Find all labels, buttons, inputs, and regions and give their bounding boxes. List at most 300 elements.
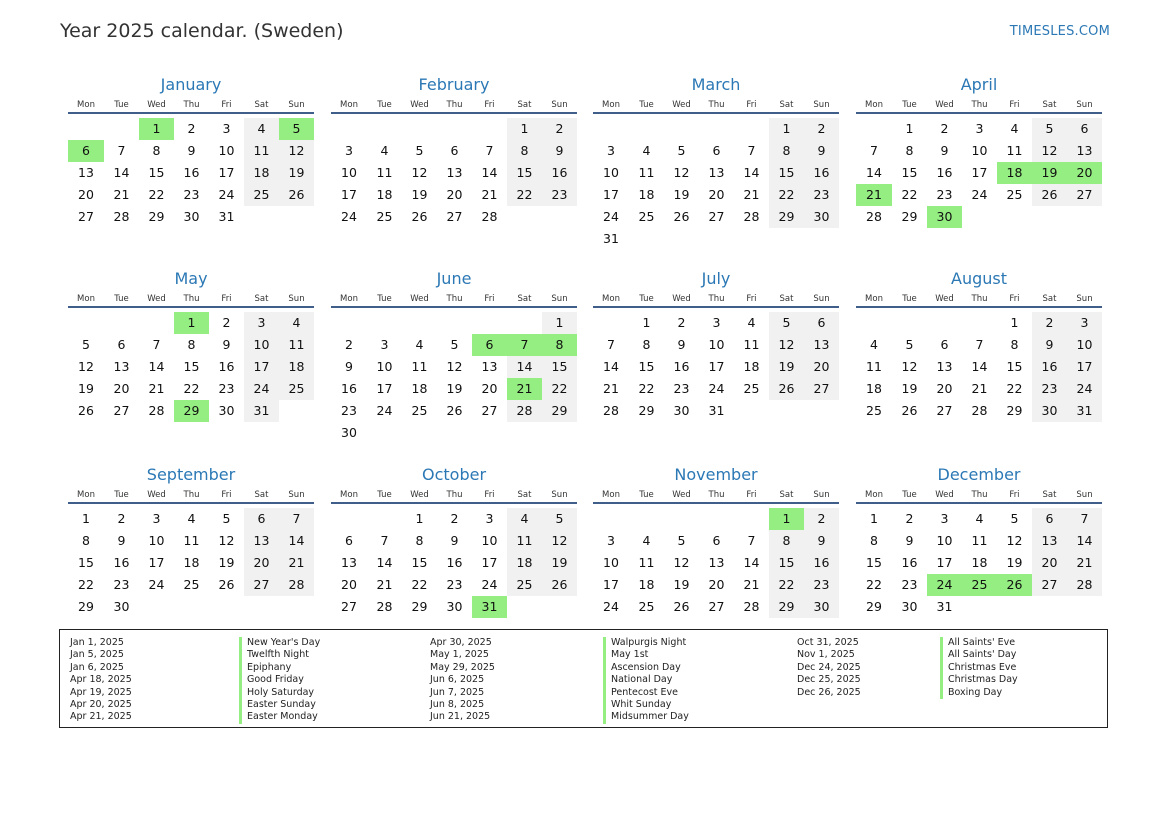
holiday-day-cell: 31 [472, 596, 507, 618]
weekend-day-cell: 26 [542, 574, 577, 596]
day-cell: 22 [901, 187, 918, 202]
weekday-label: Wed [672, 490, 691, 500]
day-cell: 6 [712, 143, 721, 158]
legend-holiday-name: Ascension Day [603, 662, 689, 674]
weekday-label: Thu [183, 490, 200, 500]
legend-date: May 29, 2025 [430, 661, 495, 673]
day-cell: 28 [971, 403, 988, 418]
day-cell: 4 [975, 511, 984, 526]
week-row [331, 162, 577, 184]
day-cell: 5 [415, 143, 424, 158]
day-cell: 29 [638, 403, 655, 418]
empty-cell [734, 228, 769, 250]
day-cell: 12 [218, 533, 235, 548]
weekend-day-cell: 12 [279, 140, 314, 162]
weekend-day-cell: 14 [1067, 530, 1102, 552]
day-cell: 19 [673, 577, 690, 592]
weekday-label: Sat [517, 294, 532, 304]
day-cell: 8 [415, 533, 424, 548]
legend-date: Jun 21, 2025 [430, 711, 491, 723]
day-cell: 22 [148, 187, 165, 202]
holiday-day-cell: 18 [997, 162, 1032, 184]
day-cell: 11 [1006, 143, 1023, 158]
weekend-day-cell: 8 [769, 140, 804, 162]
empty-cell [437, 422, 472, 444]
week-row [593, 140, 839, 162]
day-cell: 30 [218, 403, 235, 418]
day-cell: 1 [905, 121, 914, 136]
legend-holiday-name: Walpurgis Night [603, 637, 689, 649]
day-cell: 27 [936, 403, 953, 418]
weekday-header [856, 292, 1102, 308]
week-row [331, 206, 577, 228]
day-cell: 2 [450, 511, 459, 526]
legend-holiday-name: Christmas Day [940, 674, 1018, 686]
weekend-day-cell: 8 [507, 140, 542, 162]
weekend-day-cell: 13 [244, 530, 279, 552]
day-grid [331, 114, 577, 228]
day-cell: 3 [975, 121, 984, 136]
empty-cell [699, 508, 734, 530]
weekend-day-cell: 13 [1032, 530, 1067, 552]
day-cell: 20 [936, 381, 953, 396]
weekday-label: Thu [708, 490, 725, 500]
legend-holiday-name: Easter Sunday [239, 699, 320, 711]
holiday-day-cell: 5 [279, 118, 314, 140]
weekend-day-cell: 26 [279, 184, 314, 206]
weekend-day-cell: 10 [1067, 334, 1102, 356]
month-january [68, 72, 314, 228]
holiday-day-cell: 24 [927, 574, 962, 596]
week-row [68, 378, 314, 400]
weekend-day-cell: 11 [507, 530, 542, 552]
day-cell: 8 [82, 533, 90, 548]
day-cell: 2 [940, 121, 949, 136]
empty-cell [629, 228, 664, 250]
day-cell: 15 [78, 555, 94, 570]
empty-cell [699, 228, 734, 250]
legend-holiday-name: Twelfth Night [239, 649, 320, 661]
day-cell: 2 [117, 511, 126, 526]
weekday-label: Tue [902, 294, 917, 304]
legend-holiday-name: National Day [603, 674, 689, 686]
empty-cell [507, 206, 542, 228]
empty-cell [279, 400, 314, 422]
empty-cell [507, 596, 542, 618]
weekday-label: Fri [221, 100, 232, 110]
weekend-day-cell: 11 [279, 334, 314, 356]
day-cell: 9 [450, 533, 459, 548]
day-cell: 13 [341, 555, 357, 570]
day-cell: 28 [743, 599, 760, 614]
weekend-day-cell: 30 [804, 596, 839, 618]
day-cell: 23 [936, 187, 953, 202]
day-cell: 19 [673, 187, 690, 202]
day-cell: 17 [218, 165, 235, 180]
empty-cell [209, 596, 244, 618]
day-cell: 22 [1006, 381, 1023, 396]
day-cell: 25 [638, 209, 655, 224]
day-cell: 10 [148, 533, 165, 548]
legend-names-col-2 [603, 637, 689, 724]
weekday-label: Sun [288, 100, 305, 110]
empty-cell [962, 596, 997, 618]
weekday-header [68, 292, 314, 308]
day-cell: 15 [901, 165, 918, 180]
day-cell: 28 [113, 209, 130, 224]
day-cell: 8 [1010, 337, 1019, 352]
weekday-label: Sat [1042, 294, 1057, 304]
legend-date: Apr 30, 2025 [430, 637, 492, 648]
empty-cell [997, 206, 1032, 228]
day-cell: 27 [446, 209, 463, 224]
day-cell: 10 [936, 533, 953, 548]
day-grid [68, 504, 314, 618]
day-cell: 30 [183, 209, 200, 224]
holiday-day-cell: 21 [507, 378, 542, 400]
holiday-day-cell: 25 [962, 574, 997, 596]
weekend-day-cell: 22 [769, 574, 804, 596]
weekday-label: Wed [672, 294, 691, 304]
legend-holiday-name: Boxing Day [940, 687, 1018, 699]
day-cell: 10 [341, 165, 357, 180]
empty-cell [367, 508, 402, 530]
weekend-day-cell: 16 [804, 552, 839, 574]
weekday-label: Sun [1076, 294, 1093, 304]
week-row [68, 162, 314, 184]
day-cell: 13 [446, 165, 463, 180]
day-cell: 14 [603, 359, 619, 374]
day-cell: 15 [638, 359, 655, 374]
week-row [68, 530, 314, 552]
day-cell: 17 [936, 555, 953, 570]
day-cell: 18 [411, 381, 428, 396]
legend-holiday-name: Easter Monday [239, 711, 320, 723]
weekday-label: Wed [147, 490, 166, 500]
day-cell: 5 [222, 511, 231, 526]
weekend-day-cell: 21 [1067, 552, 1102, 574]
weekend-day-cell: 12 [769, 334, 804, 356]
legend-date: Jun 6, 2025 [430, 674, 485, 686]
legend-date: Jun 7, 2025 [430, 686, 485, 698]
week-row [856, 530, 1102, 552]
day-cell: 9 [117, 533, 126, 548]
day-cell: 18 [376, 187, 393, 202]
day-cell: 19 [218, 555, 235, 570]
day-cell: 11 [411, 359, 428, 374]
weekday-label: Sat [517, 490, 532, 500]
day-cell: 16 [936, 165, 953, 180]
week-row [331, 356, 577, 378]
week-row [856, 574, 1102, 596]
weekend-day-cell: 29 [769, 596, 804, 618]
weekend-day-cell: 5 [1032, 118, 1067, 140]
weekend-day-cell: 12 [542, 530, 577, 552]
day-cell: 17 [481, 555, 498, 570]
day-cell: 4 [380, 143, 389, 158]
legend-dates-col-3 [797, 637, 861, 699]
weekday-label: Sun [551, 294, 568, 304]
weekend-day-cell: 20 [1032, 552, 1067, 574]
weekday-label: Mon [602, 490, 620, 500]
weekday-label: Thu [971, 100, 988, 110]
day-cell: 18 [183, 555, 200, 570]
empty-cell [331, 312, 367, 334]
day-cell: 2 [222, 315, 231, 330]
weekday-label: Sun [551, 490, 568, 500]
weekday-label: Sat [254, 100, 269, 110]
month-july [593, 266, 839, 422]
day-cell: 24 [971, 187, 988, 202]
day-cell: 23 [183, 187, 200, 202]
legend-holiday-name: Good Friday [239, 674, 320, 686]
day-cell: 7 [117, 143, 126, 158]
week-row [68, 206, 314, 228]
week-row [856, 162, 1102, 184]
day-cell: 30 [673, 403, 690, 418]
weekend-day-cell: 9 [804, 530, 839, 552]
weekend-day-cell: 14 [279, 530, 314, 552]
brand-link[interactable]: TIMESLES.COM [1009, 24, 1110, 39]
legend-date: Oct 31, 2025 [797, 637, 859, 648]
weekday-label: Fri [484, 100, 495, 110]
week-row [331, 552, 577, 574]
day-cell: 14 [148, 359, 165, 374]
weekend-day-cell: 20 [244, 552, 279, 574]
weekday-label: Wed [147, 100, 166, 110]
day-cell: 7 [975, 337, 984, 352]
weekday-label: Sun [551, 100, 568, 110]
day-cell: 13 [113, 359, 130, 374]
day-cell: 31 [218, 209, 235, 224]
weekday-label: Sun [813, 100, 830, 110]
holiday-day-cell: 26 [997, 574, 1032, 596]
weekend-day-cell: 20 [804, 356, 839, 378]
week-row [593, 400, 839, 422]
week-row [331, 378, 577, 400]
day-cell: 21 [743, 187, 760, 202]
empty-cell [542, 422, 577, 444]
empty-cell [629, 508, 664, 530]
week-row [331, 184, 577, 206]
weekday-header [331, 292, 577, 308]
day-cell: 12 [673, 555, 690, 570]
week-row [856, 508, 1102, 530]
week-row [68, 312, 314, 334]
weekday-label: Sun [288, 294, 305, 304]
day-cell: 16 [341, 381, 357, 396]
day-cell: 22 [866, 577, 882, 592]
weekend-day-cell: 13 [1067, 140, 1102, 162]
month-title: October [421, 465, 487, 484]
weekend-day-cell: 9 [542, 140, 577, 162]
month-november [593, 462, 839, 618]
page-title: Year 2025 calendar. (Sweden) [60, 20, 344, 42]
day-cell: 24 [218, 187, 235, 202]
day-cell: 19 [446, 381, 463, 396]
empty-cell [962, 312, 997, 334]
day-cell: 4 [187, 511, 196, 526]
month-title: May [174, 269, 208, 288]
legend-holiday-name: Whit Sunday [603, 699, 689, 711]
day-cell: 6 [345, 533, 353, 548]
weekday-label: Thu [446, 100, 463, 110]
empty-cell [542, 596, 577, 618]
weekend-day-cell: 3 [1067, 312, 1102, 334]
day-cell: 28 [743, 209, 760, 224]
day-cell: 26 [673, 209, 690, 224]
weekday-label: Tue [114, 100, 129, 110]
weekday-label: Mon [340, 490, 358, 500]
day-grid [68, 308, 314, 422]
day-cell: 8 [152, 143, 161, 158]
week-row [331, 312, 577, 334]
day-cell: 2 [905, 511, 914, 526]
weekend-day-cell: 31 [1067, 400, 1102, 422]
day-cell: 16 [218, 359, 235, 374]
weekday-header [593, 292, 839, 308]
day-cell: 14 [743, 165, 760, 180]
day-cell: 6 [940, 337, 949, 352]
weekend-day-cell: 25 [244, 184, 279, 206]
week-row [68, 508, 314, 530]
weekday-label: Fri [1009, 490, 1020, 500]
day-cell: 20 [78, 187, 94, 202]
weekend-day-cell: 30 [1032, 400, 1067, 422]
day-cell: 6 [117, 337, 126, 352]
weekday-label: Sat [1042, 490, 1057, 500]
weekend-day-cell: 29 [542, 400, 577, 422]
month-october [331, 462, 577, 618]
weekday-label: Mon [865, 294, 883, 304]
day-cell: 22 [411, 577, 428, 592]
empty-cell [593, 118, 629, 140]
weekend-day-cell: 1 [542, 312, 577, 334]
legend-date: Dec 25, 2025 [797, 674, 861, 686]
day-cell: 13 [481, 359, 498, 374]
day-cell: 3 [152, 511, 161, 526]
day-cell: 17 [148, 555, 165, 570]
day-grid [593, 114, 839, 250]
empty-cell [402, 312, 437, 334]
weekday-label: Tue [902, 490, 917, 500]
holiday-day-cell: 1 [769, 508, 804, 530]
day-cell: 8 [905, 143, 914, 158]
week-row [856, 206, 1102, 228]
day-grid [331, 308, 577, 444]
week-row [593, 312, 839, 334]
day-cell: 7 [380, 533, 389, 548]
holiday-day-cell: 1 [174, 312, 209, 334]
empty-cell [734, 400, 769, 422]
empty-cell [367, 118, 402, 140]
month-august [856, 266, 1102, 422]
day-cell: 25 [376, 209, 393, 224]
legend-date: Jun 8, 2025 [430, 698, 485, 710]
day-cell: 14 [481, 165, 498, 180]
weekend-day-cell: 6 [1032, 508, 1067, 530]
weekday-label: Tue [639, 294, 654, 304]
weekday-label: Tue [902, 100, 917, 110]
weekend-day-cell: 16 [804, 162, 839, 184]
weekday-label: Fri [221, 490, 232, 500]
weekday-label: Tue [114, 294, 129, 304]
weekday-label: Tue [639, 490, 654, 500]
day-cell: 4 [1010, 121, 1019, 136]
day-cell: 9 [940, 143, 949, 158]
day-cell: 21 [148, 381, 165, 396]
legend-date: Apr 18, 2025 [70, 674, 132, 686]
weekend-day-cell: 3 [244, 312, 279, 334]
weekend-day-cell: 23 [542, 184, 577, 206]
day-cell: 11 [183, 533, 200, 548]
day-cell: 16 [113, 555, 130, 570]
empty-cell [769, 400, 804, 422]
day-cell: 5 [82, 337, 90, 352]
day-cell: 24 [603, 209, 619, 224]
empty-cell [279, 596, 314, 618]
legend-holiday-name: New Year's Day [239, 637, 320, 649]
day-cell: 27 [708, 599, 725, 614]
day-cell: 19 [78, 381, 94, 396]
week-row [593, 508, 839, 530]
day-cell: 30 [113, 599, 130, 614]
weekend-day-cell: 24 [1067, 378, 1102, 400]
month-title: September [146, 465, 236, 484]
day-cell: 17 [971, 165, 988, 180]
holiday-day-cell: 6 [472, 334, 507, 356]
weekend-day-cell: 16 [1032, 356, 1067, 378]
day-cell: 17 [603, 577, 619, 592]
empty-cell [174, 596, 209, 618]
day-cell: 23 [446, 577, 463, 592]
day-cell: 25 [183, 577, 200, 592]
weekday-header [68, 488, 314, 504]
weekend-day-cell: 18 [279, 356, 314, 378]
month-title: August [951, 269, 1007, 288]
weekend-day-cell: 23 [804, 574, 839, 596]
day-cell: 10 [603, 165, 619, 180]
weekend-day-cell: 7 [279, 508, 314, 530]
day-cell: 10 [971, 143, 988, 158]
day-cell: 16 [183, 165, 200, 180]
empty-cell [402, 118, 437, 140]
day-cell: 4 [415, 337, 424, 352]
month-title: June [436, 269, 472, 288]
legend-names-col-1 [239, 637, 320, 724]
empty-cell [856, 312, 892, 334]
weekday-label: Fri [746, 100, 757, 110]
week-row [68, 356, 314, 378]
weekend-day-cell: 19 [279, 162, 314, 184]
weekday-label: Wed [410, 294, 429, 304]
weekend-day-cell: 7 [1067, 508, 1102, 530]
weekend-day-cell: 27 [804, 378, 839, 400]
weekend-day-cell: 22 [507, 184, 542, 206]
day-cell: 5 [1010, 511, 1019, 526]
day-cell: 23 [218, 381, 235, 396]
empty-cell [593, 508, 629, 530]
week-row [593, 334, 839, 356]
week-row [856, 378, 1102, 400]
month-december [856, 462, 1102, 618]
day-cell: 16 [901, 555, 918, 570]
day-cell: 1 [415, 511, 424, 526]
day-cell: 18 [743, 359, 760, 374]
weekday-label: Fri [1009, 294, 1020, 304]
week-row [593, 206, 839, 228]
empty-cell [734, 118, 769, 140]
